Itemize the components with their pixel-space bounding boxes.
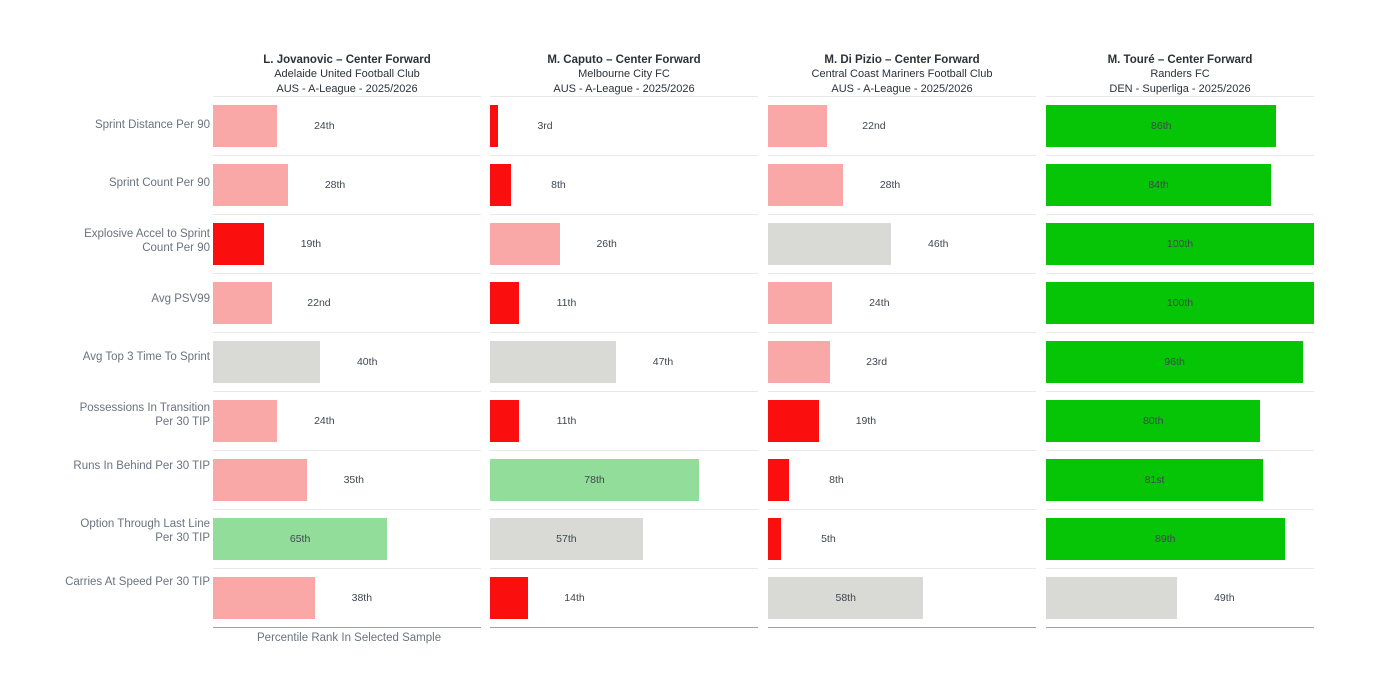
chart-row <box>768 510 1036 569</box>
player-name: L. Jovanovic – Center Forward <box>263 53 431 66</box>
bar-track <box>213 105 481 147</box>
bar-track <box>213 400 481 442</box>
bar-track <box>768 577 1036 619</box>
percentile-bar <box>490 577 528 619</box>
chart-row <box>768 569 1036 628</box>
percentile-value-label: 19th <box>300 238 322 250</box>
player-panel-header <box>213 53 481 97</box>
chart-row <box>213 510 481 569</box>
percentile-bar <box>490 105 498 147</box>
percentile-value-label: 58th <box>835 592 856 604</box>
percentile-value-label: 14th <box>564 592 585 604</box>
bar-track <box>213 459 481 501</box>
player-team: Central Coast Mariners Football Club <box>811 68 993 80</box>
bar-track <box>768 341 1036 383</box>
chart-row <box>490 569 758 628</box>
percentile-bar <box>768 105 827 147</box>
player-panel-header <box>1046 53 1314 97</box>
percentile-value-label: 46th <box>928 238 949 250</box>
bar-track <box>490 164 758 206</box>
chart-row <box>213 274 481 333</box>
percentile-bar <box>768 223 891 265</box>
percentile-value-label: 3rd <box>537 120 553 132</box>
percentile-value-label: 11th <box>556 415 577 427</box>
bar-track <box>490 577 758 619</box>
bar-track <box>213 518 481 560</box>
chart-row <box>490 392 758 451</box>
percentile-bar <box>213 223 264 265</box>
percentile-value-label: 57th <box>556 533 577 545</box>
player-competition: AUS - A-League - 2025/2026 <box>276 82 418 95</box>
chart-row <box>213 569 481 628</box>
bar-track <box>213 577 481 619</box>
percentile-value-label: 8th <box>829 474 844 486</box>
chart-row <box>768 215 1036 274</box>
player-panel <box>768 53 1036 628</box>
bar-track <box>1046 164 1314 206</box>
bar-track <box>768 282 1036 324</box>
percentile-bar <box>768 341 830 383</box>
bar-track <box>490 459 758 501</box>
player-panel <box>490 53 758 628</box>
chart-row <box>1046 392 1314 451</box>
player-team: Randers FC <box>1150 68 1210 80</box>
bar-track <box>213 223 481 265</box>
metric-label: Avg Top 3 Time To Sprint <box>82 351 210 363</box>
percentile-bar <box>768 518 781 560</box>
chart-row <box>1046 510 1314 569</box>
chart-row <box>490 333 758 392</box>
percentile-bar <box>768 282 832 324</box>
percentile-value-label: 19th <box>855 415 877 427</box>
percentile-bar <box>213 105 277 147</box>
bar-track <box>213 164 481 206</box>
player-name: M. Di Pizio – Center Forward <box>824 53 980 66</box>
percentile-bar <box>213 459 307 501</box>
bar-track <box>1046 400 1314 442</box>
percentile-value-label: 11th <box>556 297 577 309</box>
chart-row <box>213 333 481 392</box>
percentile-bar <box>213 577 315 619</box>
percentile-value-label: 24th <box>869 297 890 309</box>
percentile-value-label: 89th <box>1155 533 1176 545</box>
percentile-value-label: 84th <box>1148 179 1169 191</box>
bar-track <box>490 400 758 442</box>
chart-row <box>490 156 758 215</box>
bar-track <box>768 164 1036 206</box>
chart-row <box>1046 451 1314 510</box>
chart-row <box>213 451 481 510</box>
percentile-value-label: 65th <box>289 533 311 545</box>
metric-label: Carries At Speed Per 30 TIP <box>65 576 210 588</box>
player-name: M. Caputo – Center Forward <box>547 53 701 66</box>
metric-label: Option Through Last Line Per 30 TIP <box>80 518 210 544</box>
percentile-bar <box>768 400 819 442</box>
percentile-value-label: 47th <box>652 356 674 368</box>
player-panel-header <box>490 53 758 97</box>
percentile-value-label: 22nd <box>862 120 886 132</box>
bar-track <box>490 518 758 560</box>
bar-track <box>1046 577 1314 619</box>
bar-track <box>1046 105 1314 147</box>
percentile-value-label: 24th <box>314 120 335 132</box>
percentile-bar <box>768 164 843 206</box>
chart-row <box>213 392 481 451</box>
player-name: M. Touré – Center Forward <box>1107 53 1253 66</box>
chart-row <box>1046 569 1314 628</box>
player-panel-header <box>768 53 1036 97</box>
percentile-bar <box>213 341 320 383</box>
chart-row <box>213 156 481 215</box>
player-team: Adelaide United Football Club <box>274 68 420 80</box>
bar-track <box>213 341 481 383</box>
player-team: Melbourne City FC <box>578 68 670 80</box>
percentile-value-label: 40th <box>356 356 378 368</box>
chart-row <box>490 215 758 274</box>
percentile-value-label: 38th <box>351 592 373 604</box>
percentile-bar <box>213 400 277 442</box>
chart-row <box>1046 333 1314 392</box>
percentile-value-label: 26th <box>596 238 617 250</box>
percentile-bar <box>213 164 288 206</box>
percentile-value-label: 24th <box>314 415 335 427</box>
bar-track <box>1046 282 1314 324</box>
player-competition: AUS - A-League - 2025/2026 <box>553 82 695 95</box>
bar-track <box>768 105 1036 147</box>
percentile-value-label: 78th <box>584 474 605 486</box>
chart-row <box>768 333 1036 392</box>
percentile-bar <box>490 400 519 442</box>
chart-row <box>768 451 1036 510</box>
axis-caption: Percentile Rank In Selected Sample <box>257 632 442 644</box>
bar-track <box>768 223 1036 265</box>
chart-row <box>490 451 758 510</box>
percentile-bar <box>213 282 272 324</box>
metric-label: Possessions In Transition Per 30 TIP <box>79 402 210 428</box>
percentile-value-label: 28th <box>879 179 901 191</box>
percentile-value-label: 81st <box>1144 474 1165 486</box>
chart-row <box>213 215 481 274</box>
metric-label: Explosive Accel to Sprint Count Per 90 <box>84 228 210 254</box>
bar-track <box>1046 223 1314 265</box>
chart-row <box>768 274 1036 333</box>
chart-row <box>1046 215 1314 274</box>
percentile-value-label: 100th <box>1166 297 1194 309</box>
player-panel <box>213 53 481 628</box>
percentile-value-label: 100th <box>1166 238 1194 250</box>
percentile-bar <box>490 341 616 383</box>
bar-track <box>768 459 1036 501</box>
bar-track <box>490 282 758 324</box>
chart-row <box>490 96 758 156</box>
percentile-bar <box>490 282 519 324</box>
percentile-value-label: 96th <box>1164 356 1185 368</box>
player-competition: AUS - A-League - 2025/2026 <box>831 82 973 95</box>
percentile-value-label: 80th <box>1142 415 1164 427</box>
bar-track <box>490 341 758 383</box>
percentile-bar <box>1046 577 1177 619</box>
percentile-value-label: 86th <box>1151 120 1172 132</box>
bar-track <box>490 223 758 265</box>
chart-row <box>1046 274 1314 333</box>
player-panel <box>1046 53 1314 628</box>
player-competition: DEN - Superliga - 2025/2026 <box>1109 82 1251 95</box>
bar-track <box>768 518 1036 560</box>
bar-track <box>1046 341 1314 383</box>
bar-track <box>768 400 1036 442</box>
percentile-bar <box>490 164 511 206</box>
chart-row <box>213 96 481 156</box>
percentile-bar <box>768 459 789 501</box>
metric-label: Sprint Count Per 90 <box>108 177 210 189</box>
bar-track <box>1046 459 1314 501</box>
percentile-value-label: 35th <box>343 474 365 486</box>
chart-row <box>490 274 758 333</box>
percentile-value-label: 28th <box>324 179 346 191</box>
chart-row <box>768 392 1036 451</box>
percentile-value-label: 5th <box>821 533 836 545</box>
chart-row <box>768 156 1036 215</box>
chart-row <box>768 96 1036 156</box>
percentile-value-label: 49th <box>1214 592 1235 604</box>
percentile-value-label: 8th <box>551 179 566 191</box>
metric-label: Runs In Behind Per 30 TIP <box>73 460 210 472</box>
bar-track <box>1046 518 1314 560</box>
bar-track <box>213 282 481 324</box>
chart-row <box>1046 156 1314 215</box>
percentile-value-label: 23rd <box>866 356 888 368</box>
chart-row <box>1046 96 1314 156</box>
bar-track <box>490 105 758 147</box>
metric-label: Sprint Distance Per 90 <box>94 119 210 131</box>
chart-row <box>490 510 758 569</box>
percentile-bar <box>490 223 560 265</box>
percentile-value-label: 22nd <box>307 297 331 309</box>
metric-label: Avg PSV99 <box>151 293 210 305</box>
